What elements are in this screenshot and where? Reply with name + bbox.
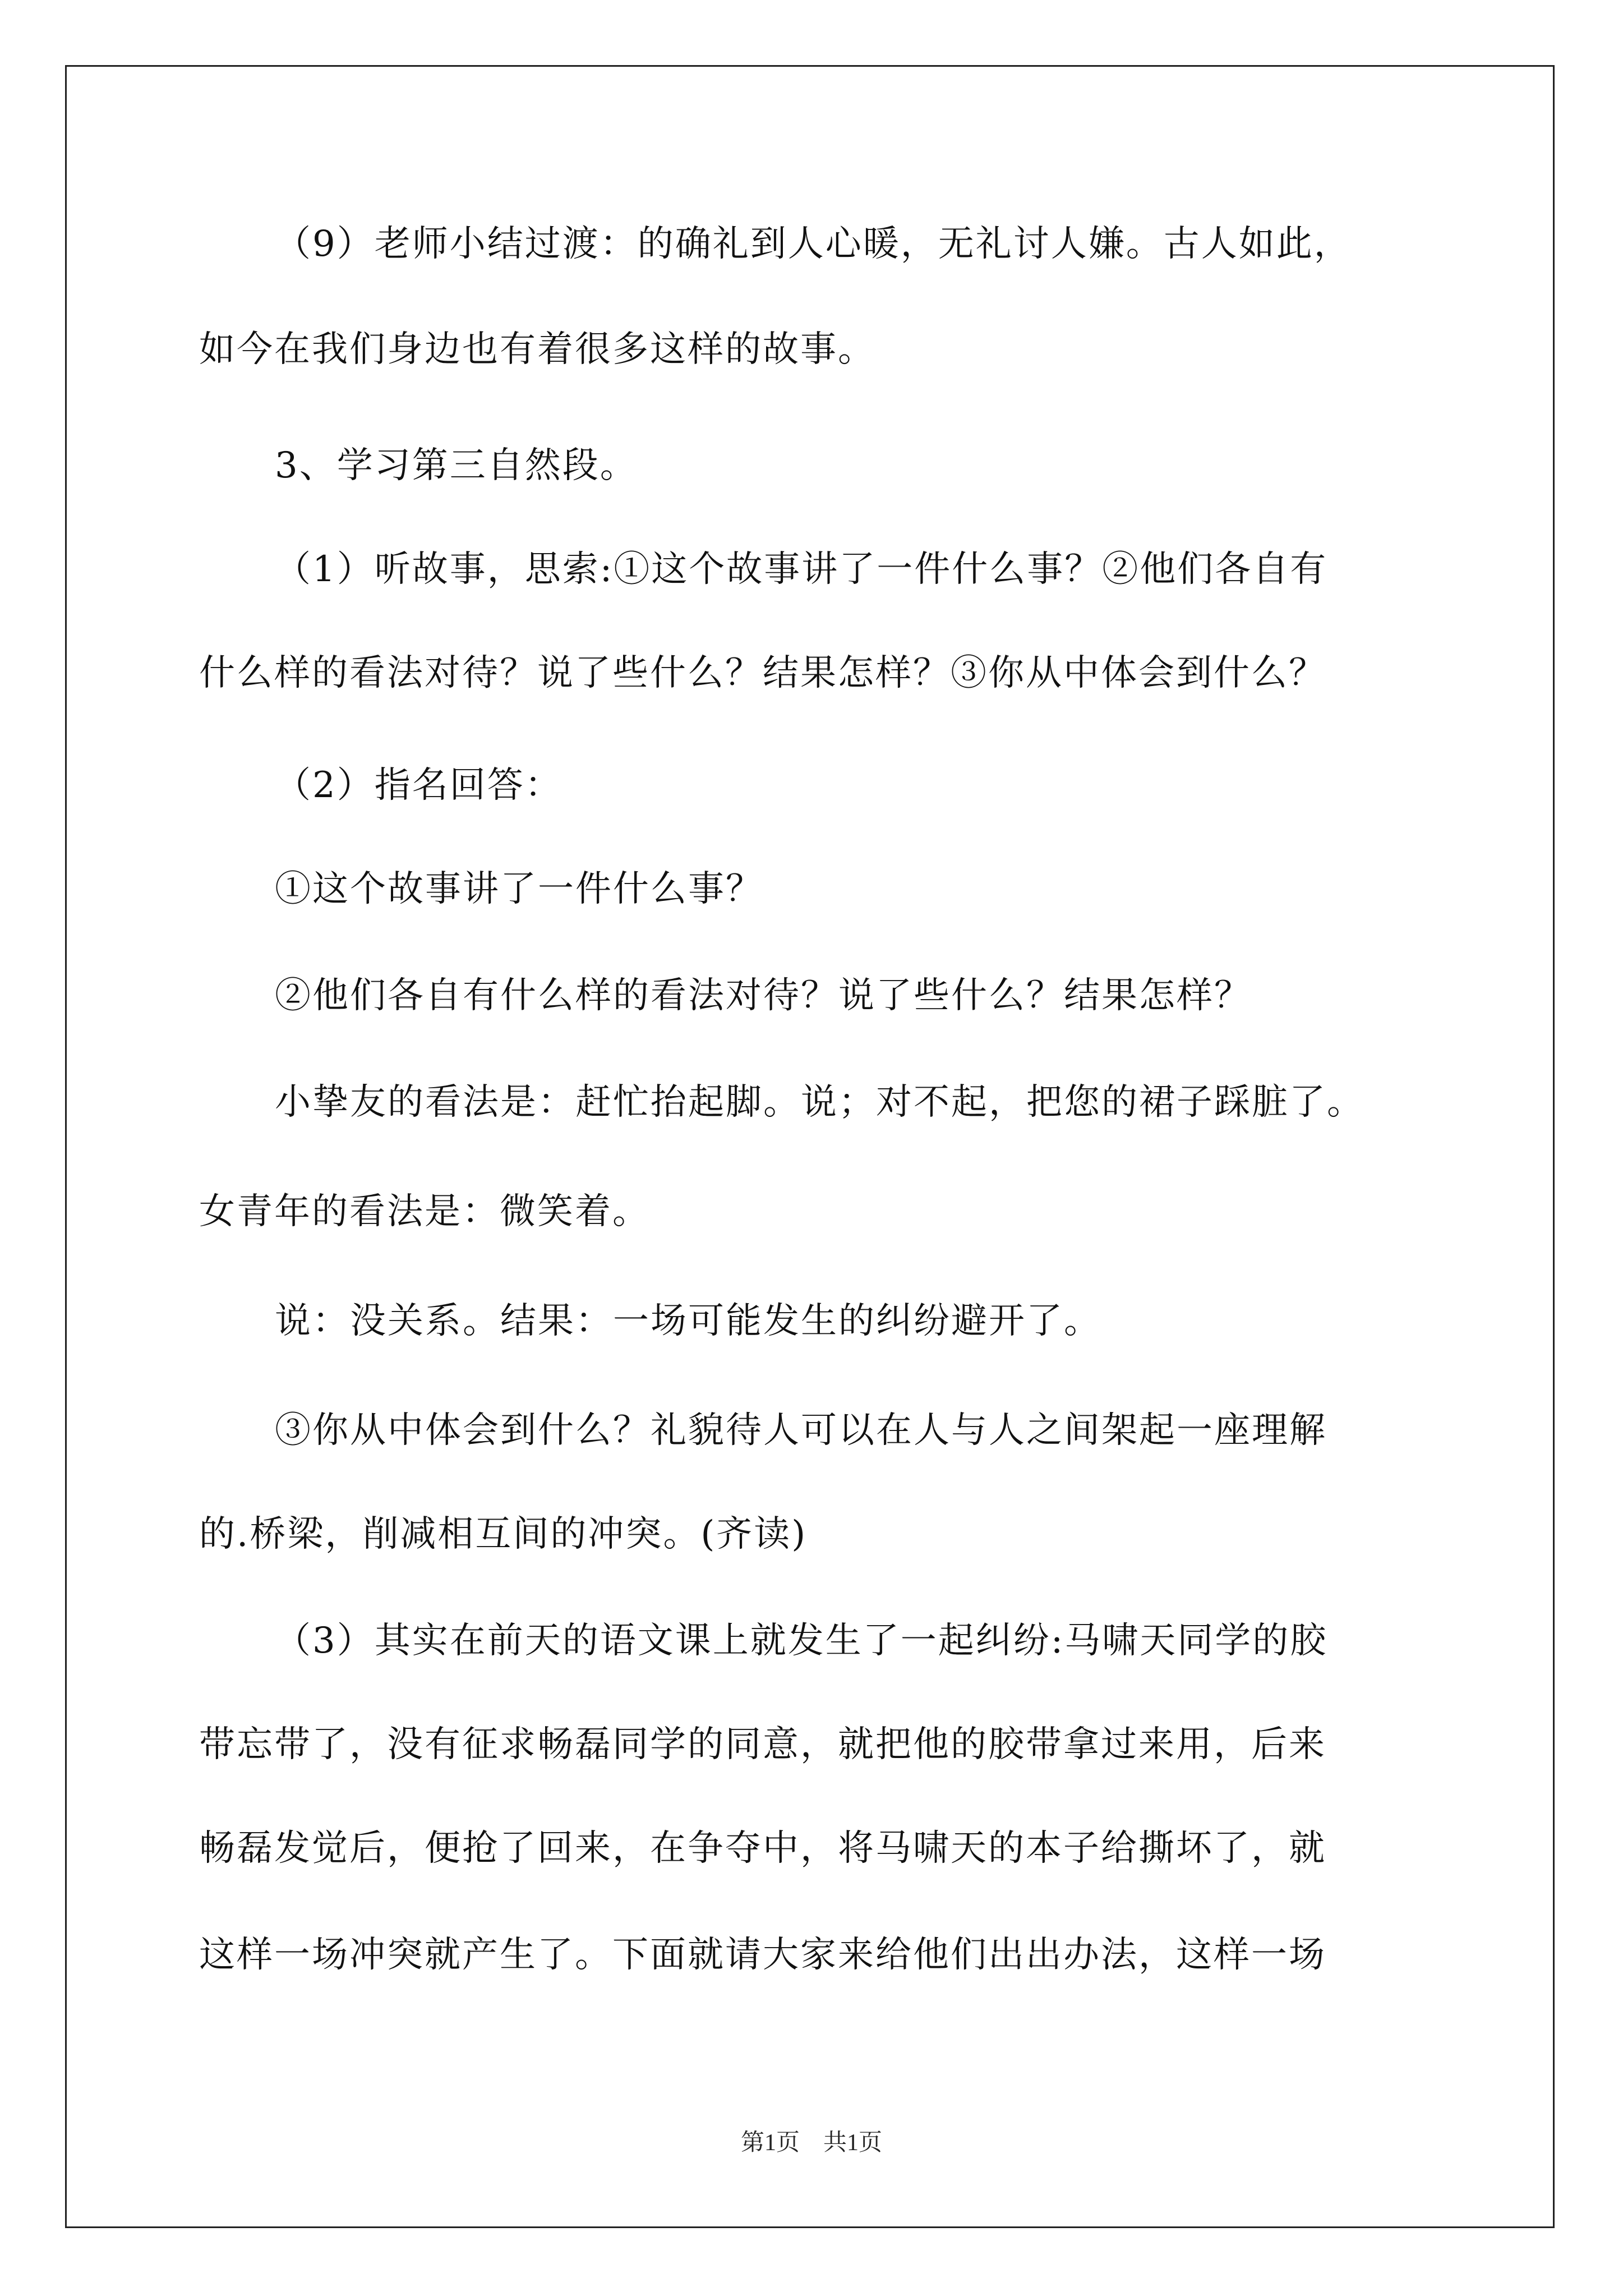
paragraph-line: 3、学习第三自然段。: [275, 445, 638, 486]
paragraph-line: 什么样的看法对待？说了些什么？结果怎样？③你从中体会到什么？: [199, 652, 1326, 694]
paragraph-line: ②他们各自有什么样的看法对待？说了些什么？结果怎样？: [275, 975, 1252, 1016]
paragraph-line: （1）听故事，思索:①这个故事讲了一件什么事？②他们各自有: [275, 549, 1328, 590]
paragraph-line: 的.桥梁，削减相互间的冲突。(齐读): [199, 1513, 808, 1555]
paragraph-line: 畅磊发觉后，便抢了回来，在争夺中，将马啸天的本子给撕坏了，就: [199, 1828, 1326, 1869]
paragraph-line: 女青年的看法是：微笑着。: [199, 1191, 650, 1232]
page-border: [65, 65, 1555, 2228]
paragraph-line: 带忘带了，没有征求畅磊同学的同意，就把他的胶带拿过来用，后来: [199, 1724, 1326, 1765]
paragraph-line: （2）指名回答：: [275, 765, 562, 806]
paragraph-line: ③你从中体会到什么？礼貌待人可以在人与人之间架起一座理解: [275, 1410, 1327, 1451]
paragraph-line: 如今在我们身边也有着很多这样的故事。: [199, 329, 875, 370]
paragraph-line: 小挚友的看法是：赶忙抬起脚。说；对不起，把您的裙子踩脏了。: [275, 1082, 1364, 1123]
paragraph-line: （3）其实在前天的语文课上就发生了一起纠纷:马啸天同学的胶: [275, 1620, 1328, 1662]
paragraph-line: ①这个故事讲了一件什么事？: [275, 868, 763, 910]
paragraph-line: （9）老师小结过渡：的确礼到人心暖，无礼讨人嫌。古人如此，: [275, 223, 1352, 265]
paragraph-line: 这样一场冲突就产生了。下面就请大家来给他们出出办法，这样一场: [199, 1934, 1326, 1976]
page-footer: 第1页 共1页: [740, 2130, 882, 2156]
paragraph-line: 说：没关系。结果：一场可能发生的纠纷避开了。: [275, 1300, 1101, 1342]
